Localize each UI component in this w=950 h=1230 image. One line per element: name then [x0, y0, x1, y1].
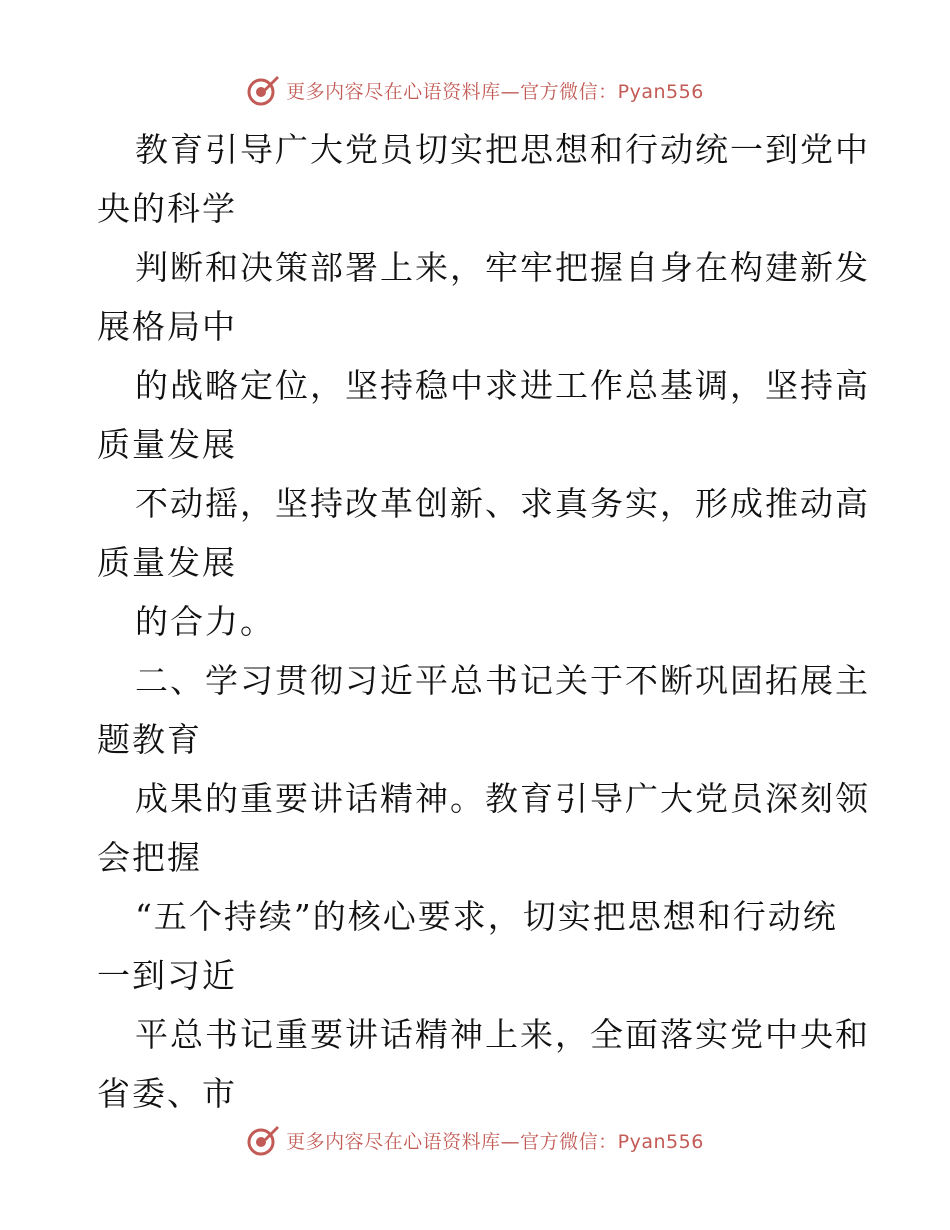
text-line: 成果的重要讲话精神。教育引导广大党员深刻领	[135, 779, 870, 818]
text-line: 教育引导广大党员切实把思想和行动统一到党中	[135, 130, 870, 169]
quill-logo-icon	[246, 1123, 280, 1157]
text-line: 质量发展	[97, 425, 237, 464]
text-line: 展格局中	[97, 307, 237, 346]
watermark-text: 更多内容尽在心语资料库—官方微信：Pyan556	[286, 1130, 704, 1153]
watermark-text: 更多内容尽在心语资料库—官方微信：Pyan556	[286, 80, 704, 103]
text-line: 省委、市	[97, 1074, 237, 1113]
text-line: 的合力。	[135, 602, 275, 641]
text-line: 平总书记重要讲话精神上来，全面落实党中央和	[135, 1015, 870, 1054]
text-line: 二、学习贯彻习近平总书记关于不断巩固拓展主	[135, 661, 870, 700]
text-line: “五个持续”的核心要求，切实把思想和行动统	[135, 897, 838, 936]
text-line: 判断和决策部署上来，牢牢把握自身在构建新发	[135, 248, 870, 287]
text-line: 的战略定位，坚持稳中求进工作总基调，坚持高	[135, 366, 870, 405]
text-line: 央的科学	[97, 189, 237, 228]
text-line: 会把握	[97, 838, 202, 877]
text-line: 质量发展	[97, 543, 237, 582]
quill-logo-icon	[246, 73, 280, 107]
document-body	[97, 120, 870, 1123]
watermark-footer	[0, 1120, 950, 1160]
text-line: 题教育	[97, 720, 202, 759]
text-line: 不动摇，坚持改革创新、求真务实，形成推动高	[135, 484, 870, 523]
watermark-header	[0, 70, 950, 110]
text-line: 一到习近	[97, 956, 237, 995]
